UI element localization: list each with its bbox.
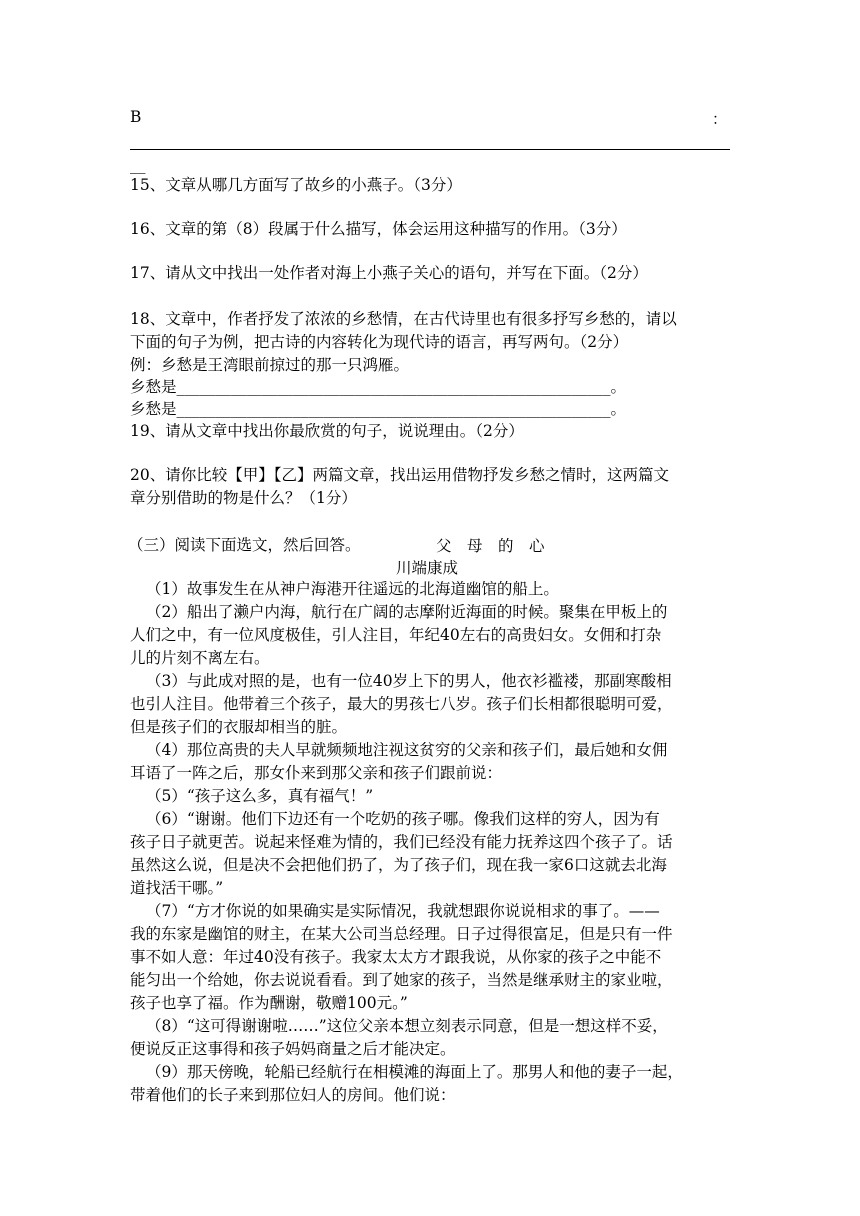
question-18-line1: 18、文章中，作者抒发了浓浓的乡愁情，在古代诗里也有很多抒写乡愁的，请以 bbox=[130, 310, 677, 328]
paragraph-line: 我的东家是幽馆的财主，在某大公司当总经理。日子过得很富足，但是只有一件 bbox=[130, 925, 673, 943]
paragraph-line: 但是孩子们的衣服却相当的脏。 bbox=[130, 718, 348, 736]
paragraph-line: （5）“孩子这么多，真有福气！” bbox=[146, 787, 374, 805]
paragraph-line: （9）那天傍晚，轮船已经航行在相模滩的海面上了。那男人和他的妻子一起， bbox=[146, 1063, 683, 1081]
paragraph-line: 人们之中，有一位风度极佳，引人注目，年纪40左右的高贵妇女。女佣和打杂 bbox=[130, 626, 662, 644]
question-17: 17、请从文中找出一处作者对海上小燕子关心的语句，并写在下面。（2分） bbox=[130, 264, 648, 282]
question-20-line1: 20、请你比较【甲】【乙】两篇文章，找出运用借物抒发乡愁之情时，这两篇文 bbox=[130, 466, 669, 484]
paragraph-line: 也引人注目。他带着三个孩子，最大的男孩七八岁。孩子们长相都很聪明可爱， bbox=[130, 695, 673, 713]
paragraph-line: （3）与此成对照的是，也有一位40岁上下的男人，他衣衫褴褛，那副寒酸相 bbox=[146, 672, 672, 690]
question-15: 15、文章从哪几方面写了故乡的小燕子。（3分） bbox=[130, 176, 462, 194]
paragraph-line: 虽然这么说，但是决不会把他们扔了，为了孩子们，现在我一家6口这就去北海 bbox=[130, 856, 667, 874]
paragraph-line: 便说反正这事得和孩子妈妈商量之后才能决定。 bbox=[130, 1040, 456, 1058]
article-author: 川端康成 bbox=[396, 559, 459, 577]
article-title: 父 母 的 心 bbox=[436, 537, 545, 555]
paragraph-line: 带着他们的长子来到那位妇人的房间。他们说： bbox=[130, 1086, 456, 1104]
paragraph-line: （2）船出了濑户内海，航行在广阔的志摩附近海面的时候。聚集在甲板上的 bbox=[146, 603, 668, 621]
question-18-blank-1: 乡愁是________________________________________________________。 bbox=[130, 378, 627, 396]
question-18-line2: 下面的句子为例，把古诗的内容转化为现代诗的语言，再写两句。（2分） bbox=[130, 333, 629, 351]
paragraph-line: 孩子也享了福。作为酬谢，敬赠100元。” bbox=[130, 994, 408, 1012]
answer-label-b: B bbox=[130, 108, 142, 126]
question-19: 19、请从文章中找出你最欣赏的句子，说说理由。（2分） bbox=[130, 422, 524, 440]
paragraph-line: （6）“谢谢。他们下边还有一个吃奶的孩子哪。像我们这样的穷人，因为有 bbox=[146, 810, 660, 828]
paragraph-line: （7）“方才你说的如果确实是实际情况，我就想跟你说说相求的事了。—— bbox=[146, 902, 660, 920]
question-18-example: 例：乡愁是王湾眼前掠过的那一只鸿雁。 bbox=[130, 356, 410, 374]
paragraph-line: （8）“这可得谢谢啦……”这位父亲本想立刻表示同意，但是一想这样不妥， bbox=[146, 1017, 668, 1035]
paragraph-line: （1）故事发生在从神户海港开往遥远的北海道幽馆的船上。 bbox=[146, 580, 559, 598]
paragraph-line: 道找活干哪。” bbox=[130, 879, 224, 897]
paragraph-line: 能匀出一个给她，你去说说看看。到了她家的孩子，当然是继承财主的家业啦， bbox=[130, 971, 673, 989]
paragraph-line: 孩子日子就更苦。说起来怪难为情的，我们已经没有能力抚养这四个孩子了。话 bbox=[130, 833, 673, 851]
section-3-intro: （三）阅读下面选文，然后回答。 bbox=[128, 536, 361, 554]
paragraph-line: 耳语了一阵之后，那女仆来到那父亲和孩子们跟前说： bbox=[130, 764, 503, 782]
question-20-line2: 章分别借助的物是什么？（1分） bbox=[130, 489, 357, 507]
answer-line bbox=[130, 149, 730, 150]
question-18-blank-2: 乡愁是________________________________________________________。 bbox=[130, 400, 627, 418]
answer-line-tail: __ bbox=[130, 156, 146, 174]
paragraph-line: （4）那位高贵的夫人早就频频地注视这贫穷的父亲和孩子们，最后她和女佣 bbox=[146, 741, 668, 759]
answer-colon: ： bbox=[712, 110, 728, 128]
question-16: 16、文章的第（8）段属于什么描写，体会运用这种描写的作用。（3分） bbox=[130, 220, 627, 238]
paragraph-line: 事不如人意：年过40没有孩子。我家太太方才跟我说，从你家的孩子之中能不 bbox=[130, 948, 662, 966]
paragraph-line: 儿的片刻不离左右。 bbox=[130, 649, 270, 667]
